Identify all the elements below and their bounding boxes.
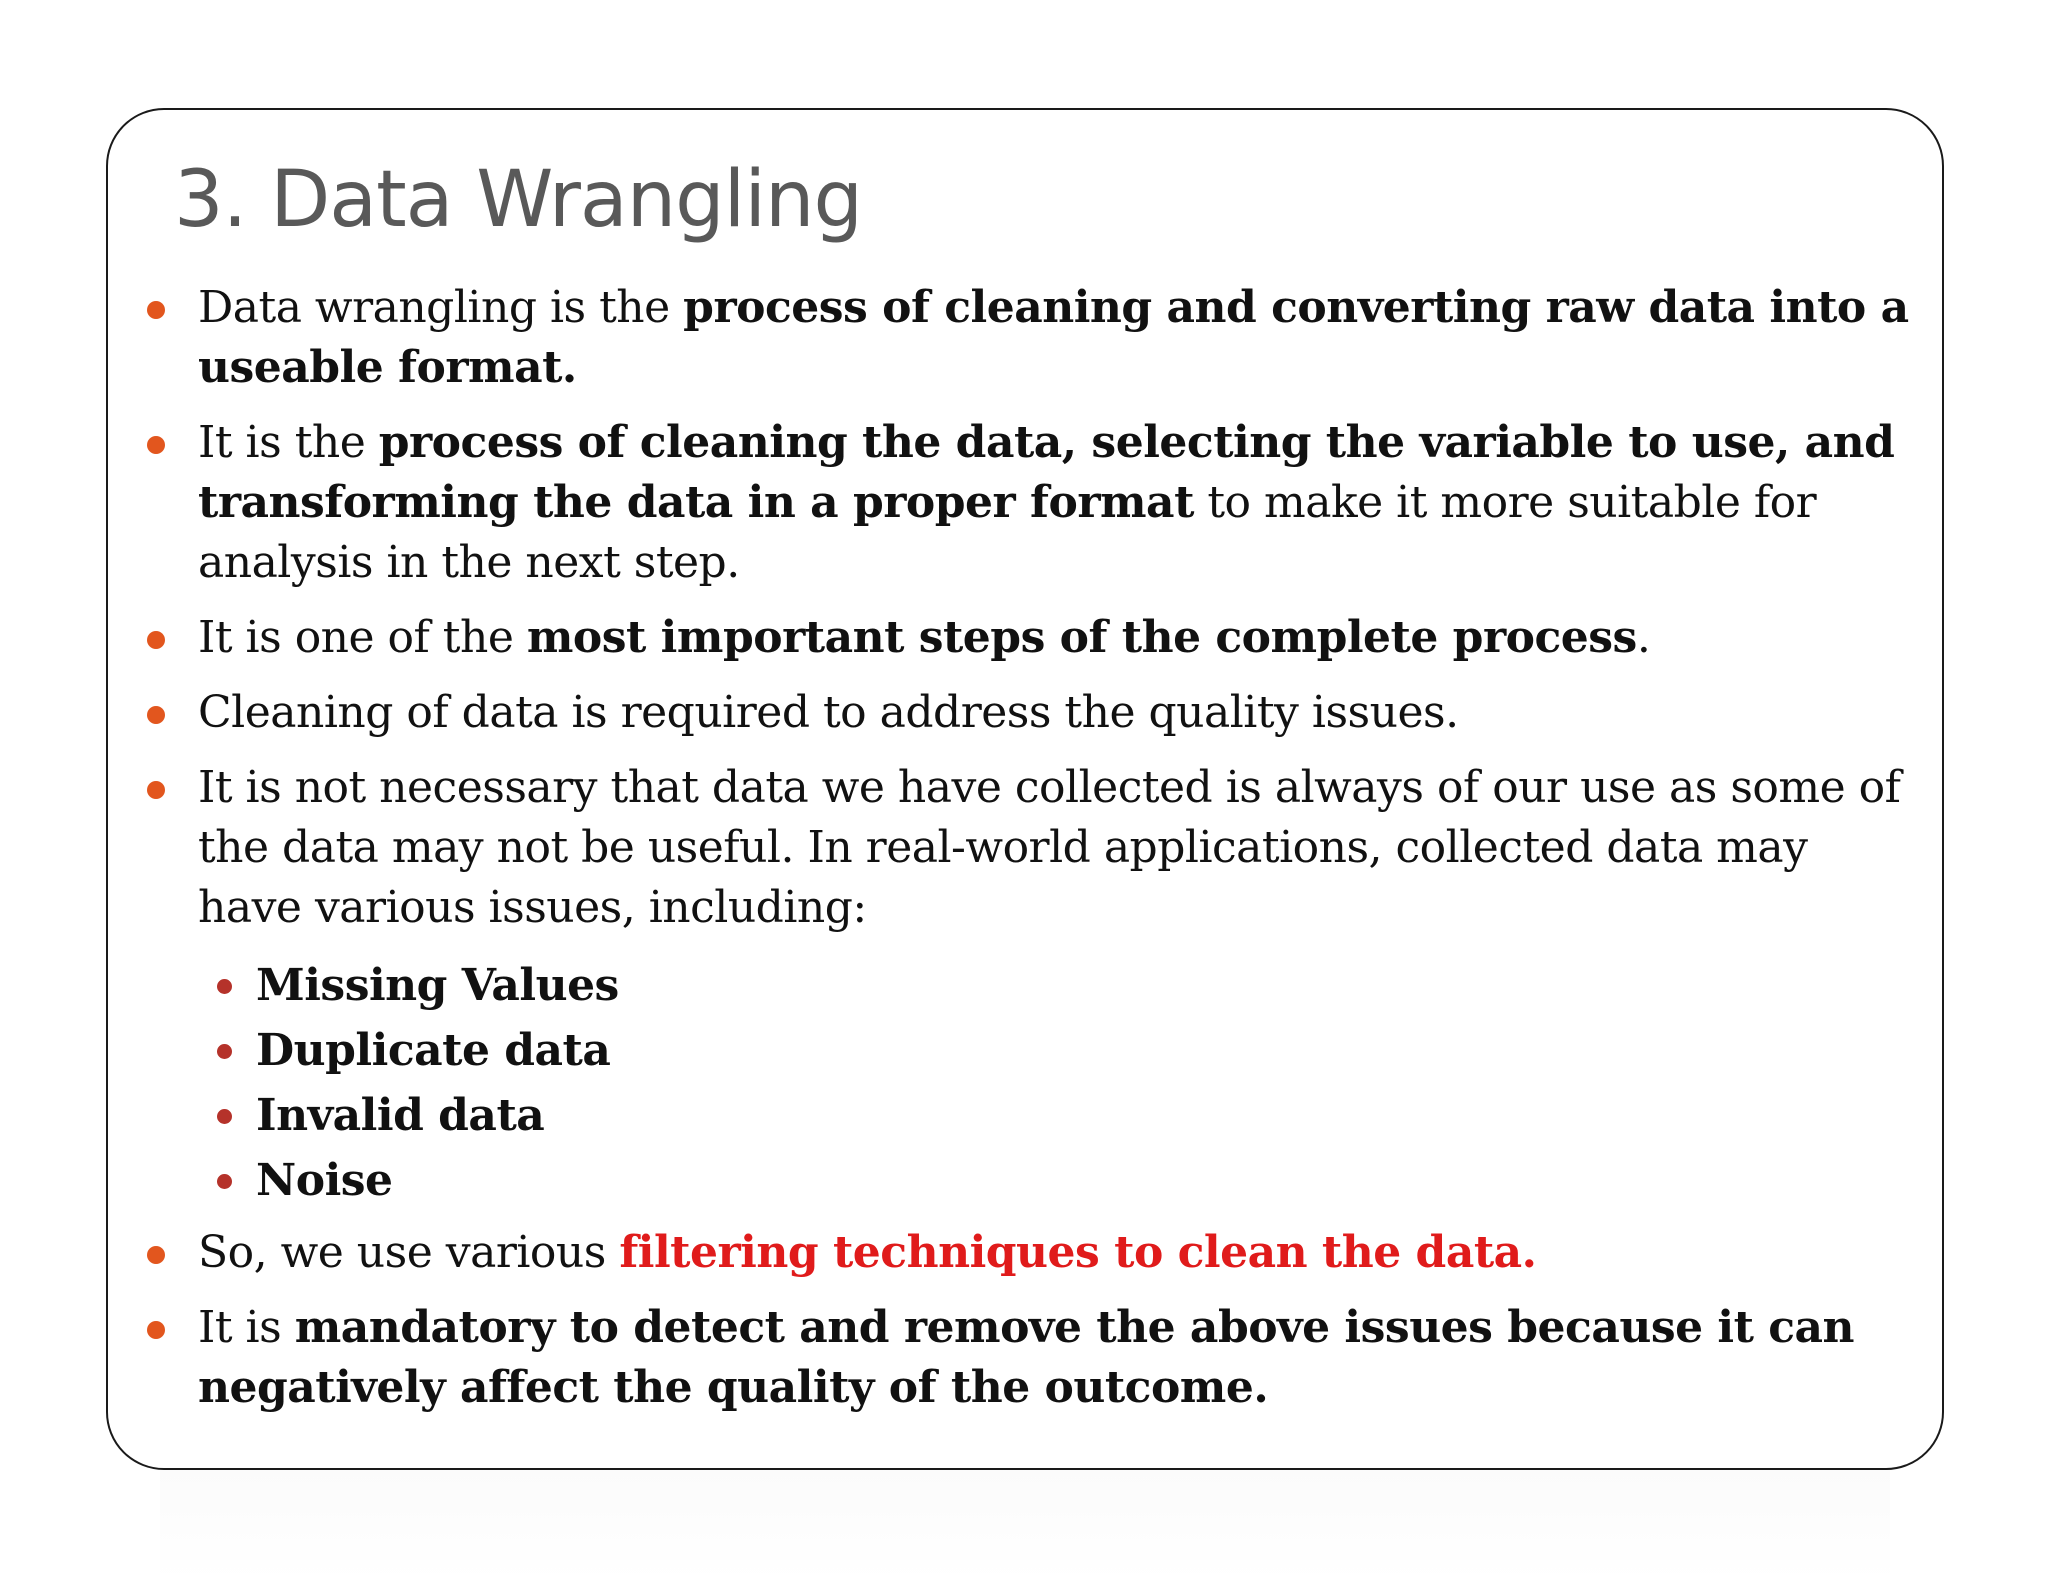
sub-bullet-dot-icon	[217, 1174, 232, 1189]
bullet-dot-icon	[147, 631, 165, 649]
slide-shadow	[160, 1470, 1890, 1582]
bullet-text: It is	[198, 1302, 295, 1353]
bullet-text: to make it more suitable for analysis in the next step.	[198, 477, 1817, 588]
bullet-bold-text: process of cleaning and converting raw data into a useable format.	[198, 282, 1909, 393]
slide-body	[140, 278, 1910, 1433]
issues-sub-list	[140, 953, 1910, 1213]
bullet-dot-icon	[147, 1246, 165, 1264]
bullet-text: Data wrangling is the	[198, 282, 684, 333]
sub-bullet-duplicate-data	[140, 1018, 1910, 1083]
sub-bullet-text: Invalid data	[256, 1090, 545, 1141]
slide-title: 3. Data Wrangling	[174, 155, 862, 245]
sub-bullet-text: Noise	[256, 1155, 393, 1206]
bullet-bold-text: mandatory to detect and remove the above issues because it can negatively affect the quality of the outcome.	[198, 1302, 1855, 1413]
sub-bullet-text: Duplicate data	[256, 1025, 611, 1076]
bullet-definition	[140, 278, 1910, 398]
sub-bullet-missing-values	[140, 953, 1910, 1018]
bullet-process	[140, 413, 1910, 593]
bullet-issues	[140, 758, 1910, 938]
bullet-dot-icon	[147, 1321, 165, 1339]
sub-bullet-dot-icon	[217, 979, 232, 994]
bullet-highlight-text: filtering techniques to clean the data.	[619, 1227, 1537, 1278]
sub-bullet-noise	[140, 1148, 1910, 1213]
bullet-filtering	[140, 1223, 1910, 1283]
bullet-text: So, we use various	[198, 1227, 620, 1278]
bullet-text: It is not necessary that data we have collected is always of our use as some of the data may not be useful. In real-world applications, collected data may have various issues, including:	[198, 762, 1901, 933]
bullet-dot-icon	[147, 706, 165, 724]
bullet-cleaning	[140, 683, 1910, 743]
bullet-importance	[140, 608, 1910, 668]
bullet-mandatory	[140, 1298, 1910, 1418]
sub-bullet-invalid-data	[140, 1083, 1910, 1148]
bullet-bold-text: process of cleaning the data, selecting the variable to use, and transforming the data in a proper format	[198, 417, 1895, 528]
sub-bullet-text: Missing Values	[256, 960, 619, 1011]
sub-bullet-dot-icon	[217, 1044, 232, 1059]
bullet-text: Cleaning of data is required to address the quality issues.	[198, 687, 1459, 738]
bullet-text: .	[1636, 612, 1651, 663]
bullet-bold-text: most important steps of the complete process	[526, 612, 1637, 663]
bullet-text: It is one of the	[198, 612, 527, 663]
bullet-dot-icon	[147, 436, 165, 454]
bullet-dot-icon	[147, 781, 165, 799]
bullet-dot-icon	[147, 301, 165, 319]
bullet-text: It is the	[198, 417, 379, 468]
sub-bullet-dot-icon	[217, 1109, 232, 1124]
